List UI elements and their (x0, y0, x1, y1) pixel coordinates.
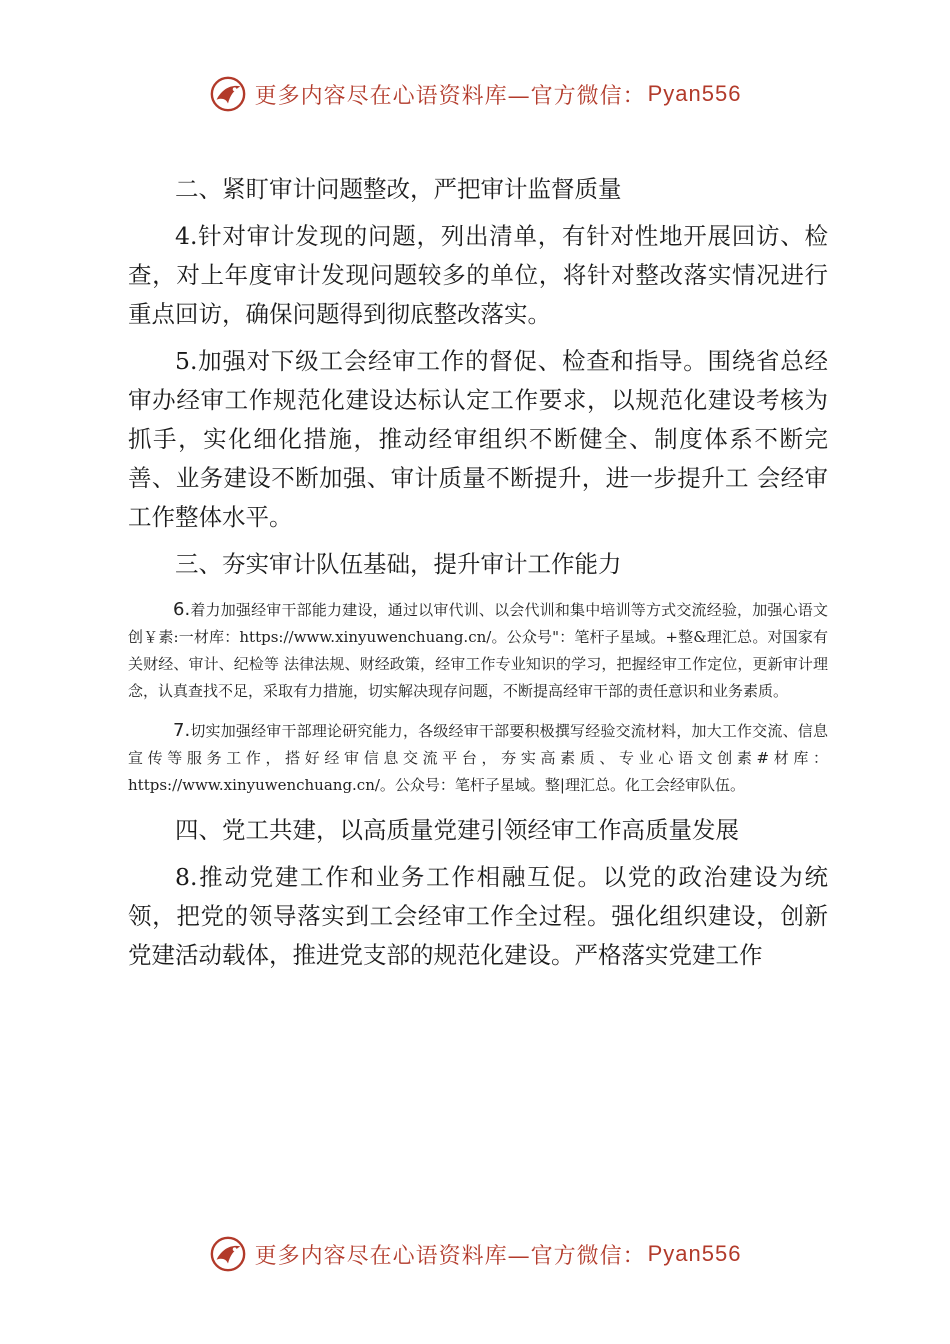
item-7-text: 切实加强经审干部理论研究能力，各级经审干部要积极撰写经验交流材料，加大工作交流、信息宣传等服务工作，搭好经审信息交流平台，夯实高素质、专业心语文创素#材库：https://www.xinyuwenchuang.cn/。公众号：笔杆子星域。整|理汇总。化工会经审队伍。 (128, 722, 828, 794)
item-6-text: 着力加强经审干部能力建设，通过以审代训、以会代训和集中培训等方式交流经验，加强心语文创￥素:一材库：https://www.xinyuwenchuang.cn/。公众号"：笔杆子星域。+整&理汇总。对国家有关财经、审计、纪检等 法律法规、财经政策，经审工作专业知识的学习，把握经审工作定位，更新审计理念，认真查找不足，采取有力措施，切实解决现存问题，不断提高经审干部的责任意识和业务素质。 (128, 601, 828, 700)
document-body (128, 170, 828, 975)
paragraph-item-6 (128, 596, 828, 705)
header-banner (0, 72, 950, 116)
item-7-number: 7. (173, 720, 191, 741)
paragraph-item-8: 8.推动党建工作和业务工作相融互促。以党的政治建设为统领，把党的领导落实到工会经审工作全过程。强化组织建设，创新党建活动载体，推进党支部的规范化建设。严格落实党建工作 (128, 863, 828, 969)
section-heading-4: 四、党工共建，以高质量党建引领经审工作高质量发展 (175, 816, 739, 844)
section-heading-2: 二、紧盯审计问题整改，严把审计监督质量 (175, 175, 622, 203)
footer-banner (0, 1232, 950, 1276)
paragraph-item-5: 5.加强对下级工会经审工作的督促、检查和指导。围绕省总经审办经审工作规范化建设达标认定工作要求，以规范化建设考核为抓手，实化细化措施，推动经审组织不断健全、制度体系不断完善、业务建设不断加强、审计质量不断提升，进一步提升工 会经审工作整体水平。 (128, 347, 828, 531)
banner-wechat-id: Pyan556 (647, 1241, 742, 1266)
red-bird-logo-icon (209, 75, 247, 113)
paragraph-item-7 (128, 717, 828, 799)
red-bird-logo-icon (209, 1235, 247, 1273)
section-heading-3: 三、夯实审计队伍基础，提升审计工作能力 (175, 550, 622, 578)
item-6-number: 6. (173, 599, 191, 620)
paragraph-item-4: 4.针对审计发现的问题，列出清单，有针对性地开展回访、检查，对上年度审计发现问题较多的单位，将针对整改落实情况进行重点回访，确保问题得到彻底整改落实。 (128, 222, 828, 328)
banner-brand-text: 更多内容尽在心语资料库—官方微信： (254, 1243, 646, 1269)
banner-brand-text: 更多内容尽在心语资料库—官方微信： (254, 83, 646, 109)
banner-wechat-id: Pyan556 (647, 81, 742, 106)
